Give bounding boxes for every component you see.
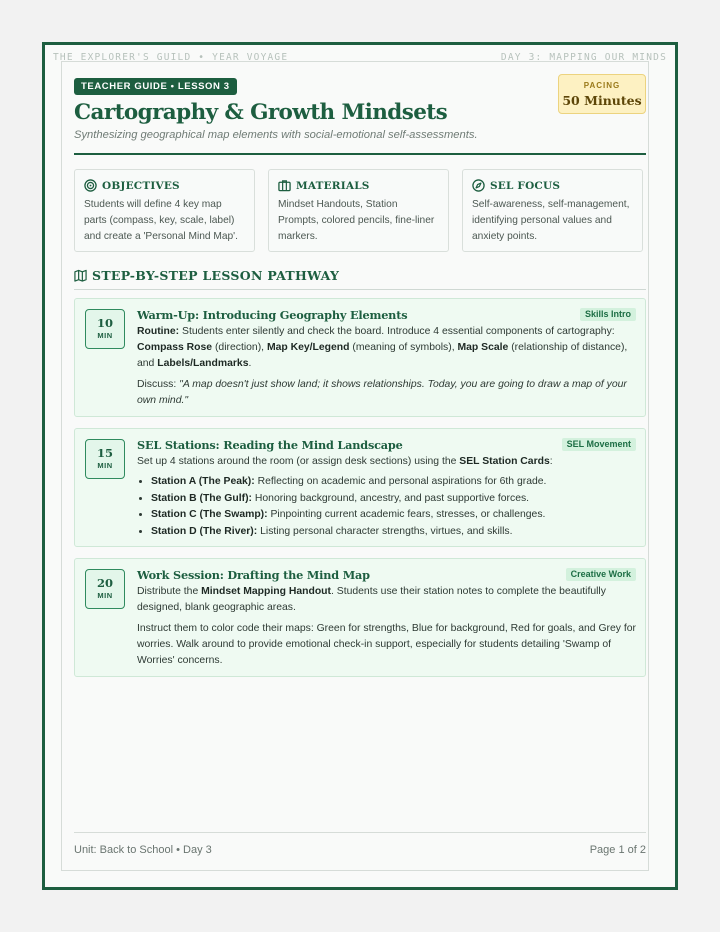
lesson-badge: TEACHER GUIDE • LESSON 3 — [74, 78, 237, 95]
step-minutes: 20 — [96, 576, 113, 590]
step-discussion: Discuss: "A map doesn't just show land; it shows relationships. Today, you are going to draw a map of your own mind." — [137, 379, 627, 406]
step-tag: Creative Work — [566, 568, 636, 581]
step-minutes-unit: MIN — [97, 591, 113, 600]
step-tag: Skills Intro — [580, 308, 636, 321]
routine-label: Routine: — [137, 326, 180, 337]
step-minutes-unit: MIN — [97, 461, 113, 470]
sel-focus-card — [462, 169, 643, 252]
step-duration — [85, 309, 125, 349]
running-header-right: DAY 3: MAPPING OUR MINDS — [500, 52, 667, 63]
step-sel-stations — [74, 428, 646, 547]
step-duration — [85, 569, 125, 609]
map-icon — [74, 269, 87, 282]
step-paragraph: Distribute the Mindset Mapping Handout. Students use their station notes to complete the beautifully designed, blank geographic areas. — [137, 586, 606, 613]
compass-icon — [472, 179, 485, 192]
list-item: • Station C (The Swamp): Pinpointing current academic fears, stresses, or challenges. — [151, 507, 637, 524]
running-header-left: THE EXPLORER'S GUILD • YEAR VOYAGE — [53, 52, 289, 63]
step-tag: SEL Movement — [562, 438, 636, 451]
list-item: • Station D (The River): Listing personal character strengths, virtues, and skills. — [151, 524, 637, 541]
discussion-quote: "A map doesn't just show land; it shows relationships. Today, you are going to draw a map of your own mind." — [137, 379, 627, 406]
step-paragraph: Instruct them to color code their maps: Green for strengths, Blue for background, Red for goals, and Grey for worries. Walk around to provide emotional check-in support, especially for students detailing 'Swamp of Worries' concerns. — [137, 623, 636, 666]
header-divider — [74, 153, 646, 155]
step-intro: Set up 4 stations around the room (or assign desk sections) using the SEL Station Cards: — [137, 456, 553, 467]
briefcase-icon — [278, 179, 291, 192]
pathway-title: STEP-BY-STEP LESSON PATHWAY — [92, 268, 340, 283]
step-duration — [85, 439, 125, 479]
step-routine: Routine: Students enter silently and check the board. Introduce 4 essential components of cartography: Compass Rose (direction), Map Key/Legend (meaning of symbols), Map Scale (relationship of distance), and Labels/Landmarks. — [137, 326, 628, 369]
list-item: • Station A (The Peak): Reflecting on academic and personal aspirations for 6th grade. — [151, 474, 637, 491]
objectives-title: OBJECTIVES — [102, 179, 180, 192]
sel-focus-title: SEL FOCUS — [490, 179, 561, 192]
step-title: Warm-Up: Introducing Geography Elements — [137, 308, 408, 322]
footer-unit: Unit: Back to School • Day 3 — [74, 844, 212, 856]
step-minutes: 15 — [96, 446, 113, 460]
step-work-session — [74, 558, 646, 677]
materials-card — [268, 169, 449, 252]
footer-page-number: Page 1 of 2 — [589, 844, 646, 856]
overview-cards — [74, 169, 646, 254]
step-title: Work Session: Drafting the Mind Map — [137, 568, 370, 582]
page-title: Cartography & Growth Mindsets — [74, 100, 448, 125]
footer-divider — [74, 832, 646, 833]
step-minutes-unit: MIN — [97, 331, 113, 340]
step-warm-up — [74, 298, 646, 417]
station-list — [137, 474, 637, 540]
pacing-label: PACING — [583, 81, 621, 90]
materials-title: MATERIALS — [296, 179, 370, 192]
objectives-card — [74, 169, 255, 252]
page-subtitle: Synthesizing geographical map elements with social-emotional self-assessments. — [74, 129, 478, 141]
step-minutes: 10 — [96, 316, 113, 330]
pacing-value: 50 Minutes — [562, 93, 642, 108]
target-icon — [84, 179, 97, 192]
objectives-body: Students will define 4 key map parts (compass, key, scale, label) and create a 'Personal Mind Map'. — [84, 199, 238, 242]
step-title: SEL Stations: Reading the Mind Landscape — [137, 438, 403, 452]
pathway-heading — [74, 268, 339, 283]
pathway-divider — [74, 289, 646, 290]
list-item: • Station B (The Gulf): Honoring background, ancestry, and past supportive forces. — [151, 491, 637, 508]
materials-body: Mindset Handouts, Station Prompts, colored pencils, fine-liner markers. — [278, 199, 435, 242]
sel-focus-body: Self-awareness, self-management, identifying personal values and anxiety points. — [472, 199, 630, 242]
pacing-box — [558, 74, 646, 114]
